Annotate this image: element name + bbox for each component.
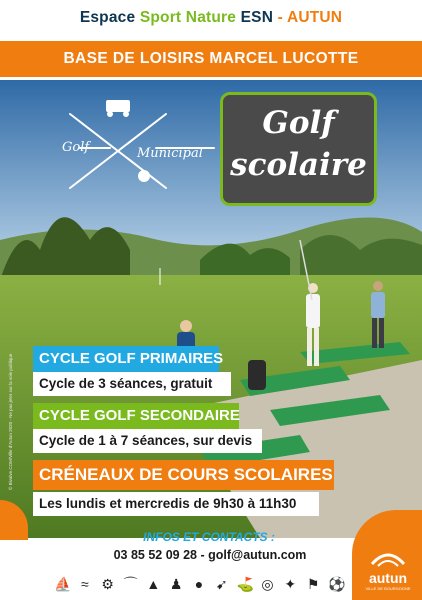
cycle-primaires-text: Cycle de 3 séances, gratuit <box>33 372 231 396</box>
archer-icon: ◎ <box>261 576 274 592</box>
autun-brand-sub: VILLE DE BOURGOGNE <box>365 586 411 591</box>
header-esn: ESN <box>240 9 274 26</box>
badge-line-2: scolaire <box>230 147 367 183</box>
contact-title: INFOS ET CONTACTS : <box>143 530 275 544</box>
autun-logo-icon <box>368 544 408 570</box>
hiker-icon: ♟ <box>169 576 183 592</box>
creneaux-text: Les lundis et mercredis de 9h30 à 11h30 <box>33 492 319 516</box>
kayak-icon: ⛵ <box>54 576 72 592</box>
football-icon: ⚽ <box>327 576 346 592</box>
climber-icon: ▲ <box>146 576 161 592</box>
golfer-icon: ⛳ <box>236 576 255 592</box>
skater-icon: ✦ <box>284 576 297 592</box>
cycle-primaires-label: CYCLE GOLF PRIMAIRES <box>33 346 219 372</box>
activity-icons-row <box>54 574 344 594</box>
poster-header <box>0 0 422 36</box>
contact-line: 03 85 52 09 28 - golf@autun.com <box>113 548 307 562</box>
runner-icon: ➹ <box>215 576 228 592</box>
header-autun: AUTUN <box>286 9 343 26</box>
cyclist-icon: ⚙ <box>101 576 114 592</box>
header-dash: - <box>277 9 283 26</box>
cycle-secondaire-text: Cycle de 1 à 7 séances, sur devis <box>33 429 262 453</box>
banner-title: BASE DE LOISIRS MARCEL LUCOTTE <box>63 50 359 67</box>
creneaux-label: CRÉNEAUX DE COURS SCOLAIRES <box>33 460 334 490</box>
autun-brand-name: autun <box>368 570 408 586</box>
swimmer-icon: ≈ <box>80 576 89 592</box>
cycle-secondaire-label: CYCLE GOLF SECONDAIRE <box>33 403 239 429</box>
photo-credit-text: © Bivalve.COM/Ville d'Autun 2020 - Ne pas jeter sur la voie publique <box>8 353 13 490</box>
header-espace: Espace <box>79 9 136 26</box>
badge-line-1: Golf <box>262 105 335 141</box>
logo-municipal-text: Municipal <box>137 146 203 161</box>
sailing-icon: ⚑ <box>306 576 320 592</box>
header-sport-nature: Sport Nature <box>139 9 237 26</box>
tennis-icon: ● <box>194 576 204 592</box>
canoe-icon: ⌒ <box>123 576 138 592</box>
photo-credit <box>8 300 18 490</box>
golf-scolaire-badge <box>220 92 377 206</box>
logo-golf-text: Golf <box>62 140 90 155</box>
